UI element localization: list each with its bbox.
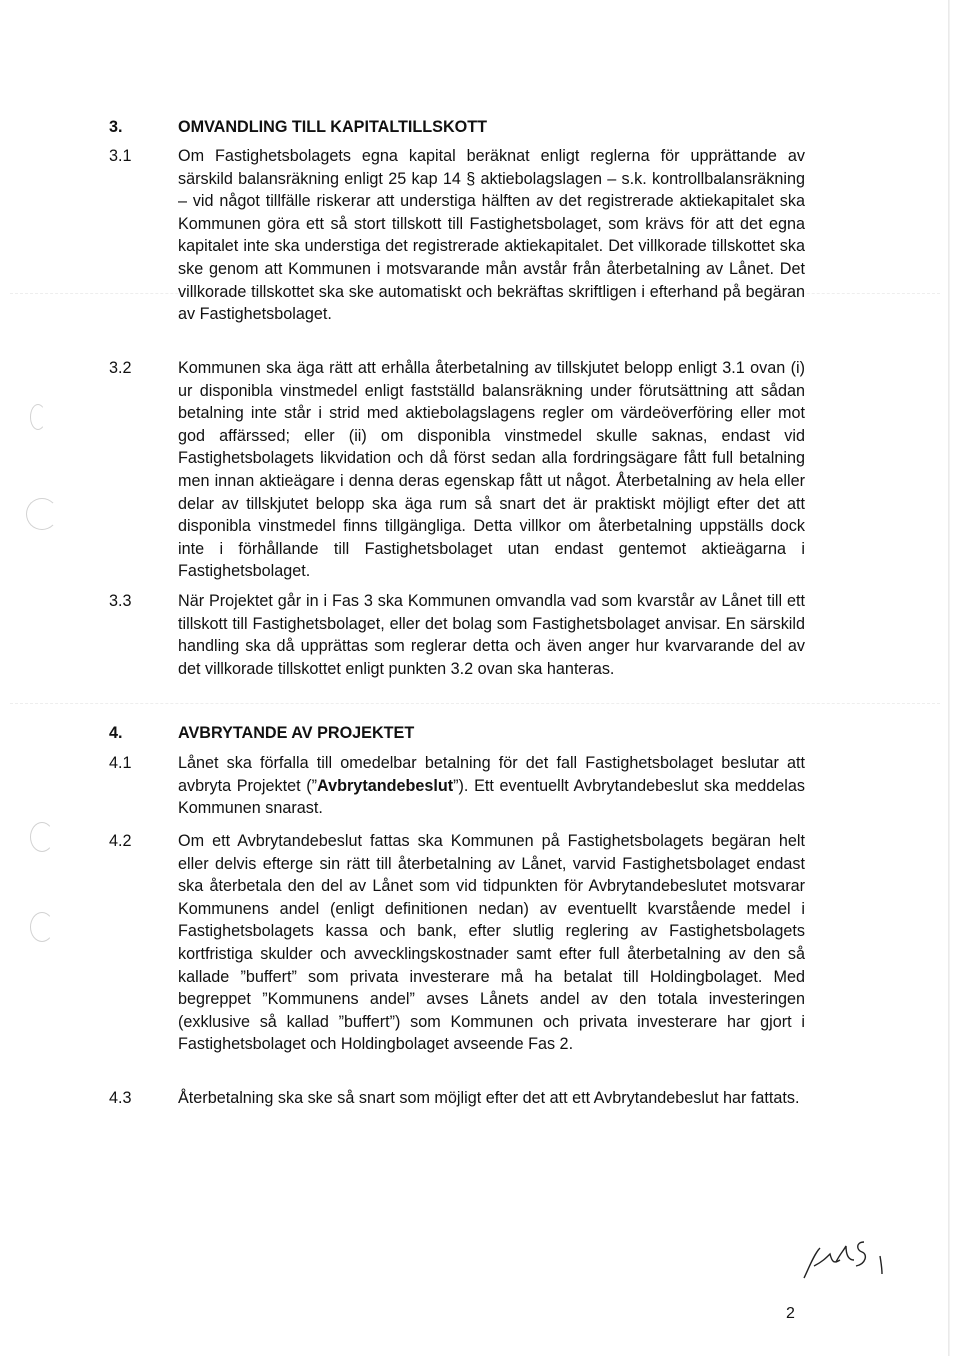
punch-hole-mark <box>30 912 54 942</box>
page-edge <box>948 0 950 1356</box>
clause-number: 3.3 <box>109 592 132 610</box>
defined-term: Avbrytandebeslut <box>317 776 454 795</box>
punch-hole-mark <box>30 404 46 430</box>
clause-number: 4.2 <box>109 832 132 850</box>
clause-number: 3.2 <box>109 359 132 377</box>
clause-text: Om Fastighetsbolagets egna kapital beräknat enligt reglerna för upprättande av särskild balansräkning enligt 25 kap 14 § aktiebolagslagen – s.k. kontrollbalansräkning – vid något tillfälle riskerar att understiga hälften av det registrerade aktiekapitalet ska Kommunen göra ett så stort tillskott till Fastighetsbolaget, som krävs för att det egna kapitalet inte ska understiga det registrerade aktiekapitalet. Det villkorade tillskottet ska ske genom att Kommunen i motsvarande mån avstår från återbetalning av Lånet. Det villkorade tillskottet ska ske automatiskt och bekräftas skriftligen i efterhand på begäran av Fastighetsbolaget. <box>178 147 805 324</box>
clause-text: Om ett Avbrytandebeslut fattas ska Kommunen på Fastighetsbolagets begäran helt eller delvis efterge sin rätt till återbetalning av Lånet, varvid Fastighetsbolaget endast ska återbetala den del av Lånet som vid tidpunkten för Avbrytandebeslutet motsvarar Kommunens andel (enligt definitionen nedan) av eventuellt kvarstående medel i Fastighetsbolagets kassa och bank, efter slutlig reglering av Fastighetsbolagets kortfristiga skulder och avvecklingskostnader samt efter full återbetalning av den så kallade ”buffert” som privata investerare må ha betalat till Holdingbolaget. Med begreppet ”Kommunens andel” avses Lånets andel av den totala investeringen (exklusive så kallad ”buffert”) som Kommunen och privata investerare har gjort i Fastighetsbolaget och Holdingbolaget avseende Fas 2. <box>178 832 805 1054</box>
clause-text-part: ”). Ett eventuellt Avbrytandebeslut ska meddelas Kommunen snarast. <box>178 776 805 818</box>
scan-artifact <box>10 703 940 705</box>
clause-text: Återbetalning ska ske så snart som möjligt efter det att ett Avbrytandebeslut har fattats. <box>178 1089 800 1107</box>
clause-text <box>178 752 805 820</box>
clause-number: 4.3 <box>109 1089 132 1107</box>
punch-hole-mark <box>26 498 58 530</box>
clause-text: När Projektet går in i Fas 3 ska Kommunen omvandla vad som kvarstår av Lånet till ett tillskott till Fastighetsbolaget, eller det bolag som Fastighetsbolaget anvisar. En särskild handling ska då upprättas som reglerar detta och även anger hur kvarvarande del av det villkorade tillskottet enligt punkten 3.2 ovan ska hanteras. <box>178 592 805 678</box>
clause-text: Kommunen ska äga rätt att erhålla återbetalning av tillskjutet belopp enligt 3.1 ovan (i) ur disponibla vinstmedel enligt fastställd balansräkning under förutsättning att sådan betalning inte står i strid med aktiebolagslagens regler om värdeöverföring eller mot god affärssed; eller (ii) om disponibla vinstmedel skulle saknas, endast vid Fastighetsbolagets likvidation och då först sedan alla fordringsägare fått full betalning men innan aktieägare i denna deras egenskap fått ut något. Återbetalning av hela eller delar av tillskjutet belopp ska äga rum så snart det är praktiskt möjligt efter det att disponibla vinstmedel finns tillgängliga. Detta villkor om återbetalning uppställs dock inte i förhållande till Fastighetsbolaget utan endast gentemot aktieägarna i Fastighetsbolaget. <box>178 359 805 581</box>
clause-number: 3.1 <box>109 147 132 165</box>
section-title: AVBRYTANDE AV PROJEKTET <box>178 724 415 742</box>
initials-signature <box>800 1232 890 1282</box>
section-number: 4. <box>109 724 123 742</box>
section-number: 3. <box>109 118 123 136</box>
section-title: OMVANDLING TILL KAPITALTILLSKOTT <box>178 118 488 136</box>
clause-number: 4.1 <box>109 754 132 772</box>
page-number: 2 <box>786 1305 795 1322</box>
clause-text-part: Lånet ska förfalla till omedelbar betalning för det fall Fastighetsbolaget beslutar att avbryta Projektet (” <box>178 754 805 795</box>
punch-hole-mark <box>30 822 54 852</box>
